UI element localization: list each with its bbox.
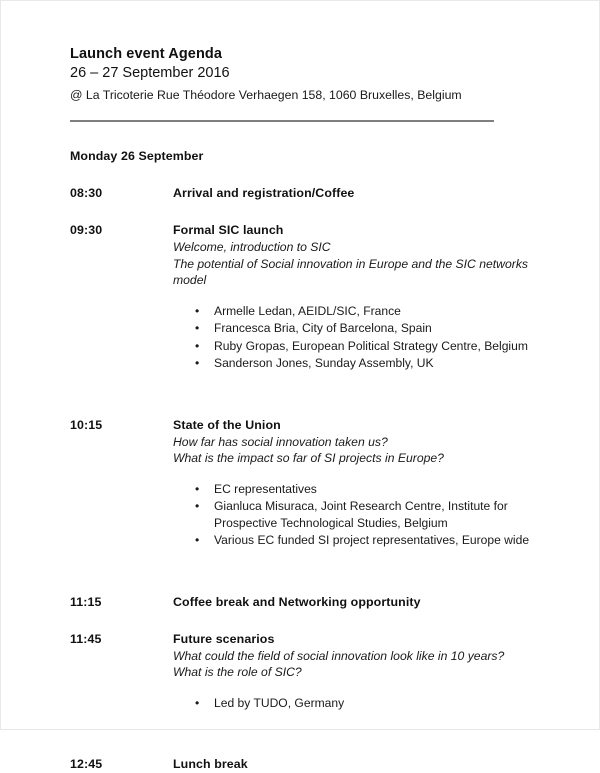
- bullet-point-icon: •: [195, 303, 200, 318]
- slot-bullet-list: [173, 481, 559, 549]
- bullet-point-icon: •: [195, 356, 200, 370]
- list-item-label: Led by TUDO, Germany: [214, 695, 345, 710]
- slot-subtitle: What could the field of social innovation look like in 10 years?: [173, 648, 505, 663]
- slot-body: [173, 222, 559, 373]
- slot-body: [173, 417, 559, 550]
- slot-spacer: [70, 550, 559, 594]
- slot-title: State of the Union: [173, 417, 281, 432]
- slot-spacer: [70, 712, 559, 756]
- bullet-point-icon: •: [195, 321, 200, 335]
- slot-title: Arrival and registration/Coffee: [173, 186, 355, 200]
- day-heading: Monday 26 September: [70, 149, 204, 163]
- slot-subtitle: How far has social innovation taken us?: [173, 434, 388, 449]
- slot-time: 11:45: [70, 631, 102, 646]
- list-item: [173, 355, 559, 372]
- slot-time: 11:15: [70, 594, 102, 609]
- slot-spacer: [70, 202, 559, 222]
- slot-title: Future scenarios: [173, 631, 275, 646]
- event-venue: @ La Tricoterie Rue Théodore Verhaegen 158, 1060 Bruxelles, Belgium: [70, 88, 462, 102]
- bullet-point-icon: •: [195, 695, 200, 710]
- list-item-label: Gianluca Misuraca, Joint Research Centre, Institute for Prospective Technological Studies, Belgium: [214, 499, 508, 530]
- agenda-slot: [70, 631, 559, 713]
- agenda-slot: [70, 594, 559, 611]
- list-item: [173, 498, 559, 531]
- slot-bullet-list: [173, 303, 559, 372]
- slot-time: 08:30: [70, 186, 103, 200]
- agenda-slot: [70, 417, 559, 550]
- list-item-label: EC representatives: [214, 481, 317, 496]
- slot-body: [173, 756, 559, 773]
- slot-subtitle: What is the impact so far of SI projects in Europe?: [173, 451, 444, 465]
- bullet-point-icon: •: [195, 533, 200, 547]
- slot-body: [173, 631, 559, 713]
- slot-time: 12:45: [70, 757, 103, 771]
- agenda-slot: [70, 185, 559, 202]
- document-body: [70, 45, 559, 773]
- list-item-label: Francesca Bria, City of Barcelona, Spain: [214, 321, 432, 335]
- list-item: [173, 695, 559, 712]
- list-item-label: Ruby Gropas, European Political Strategy Centre, Belgium: [214, 338, 528, 353]
- header-divider: [70, 120, 494, 122]
- agenda-slot: [70, 756, 559, 773]
- list-item: [173, 481, 559, 498]
- list-item-label: Various EC funded SI project representatives, Europe wide: [214, 533, 530, 547]
- slot-title: Coffee break and Networking opportunity: [173, 594, 421, 609]
- slot-subtitle: Welcome, introduction to SIC: [173, 240, 331, 254]
- bullet-point-icon: •: [195, 481, 200, 496]
- slot-time: 10:15: [70, 417, 103, 432]
- slot-spacer: [70, 611, 559, 631]
- agenda-slot: [70, 222, 559, 373]
- list-item-label: Sanderson Jones, Sunday Assembly, UK: [214, 356, 434, 370]
- slot-body: [173, 594, 559, 611]
- list-item-label: Armelle Ledan, AEIDL/SIC, France: [214, 303, 401, 318]
- bullet-point-icon: •: [195, 499, 200, 513]
- list-item: [173, 303, 559, 320]
- slot-title: Formal SIC launch: [173, 223, 284, 237]
- list-item: [173, 532, 559, 549]
- agenda-list: [70, 185, 559, 773]
- slot-title: Lunch break: [173, 757, 248, 771]
- slot-subtitle: What is the role of SIC?: [173, 665, 302, 679]
- list-item: [173, 320, 559, 337]
- list-item: [173, 338, 559, 355]
- slot-time: 09:30: [70, 223, 103, 237]
- bullet-point-icon: •: [195, 338, 200, 353]
- slot-body: [173, 185, 559, 202]
- event-dates: 26 – 27 September 2016: [70, 65, 230, 81]
- slot-bullet-list: [173, 695, 559, 712]
- page-title: Launch event Agenda: [70, 46, 223, 62]
- slot-subtitle: The potential of Social innovation in Europe and the SIC networks model: [173, 256, 529, 287]
- slot-spacer: [70, 373, 559, 417]
